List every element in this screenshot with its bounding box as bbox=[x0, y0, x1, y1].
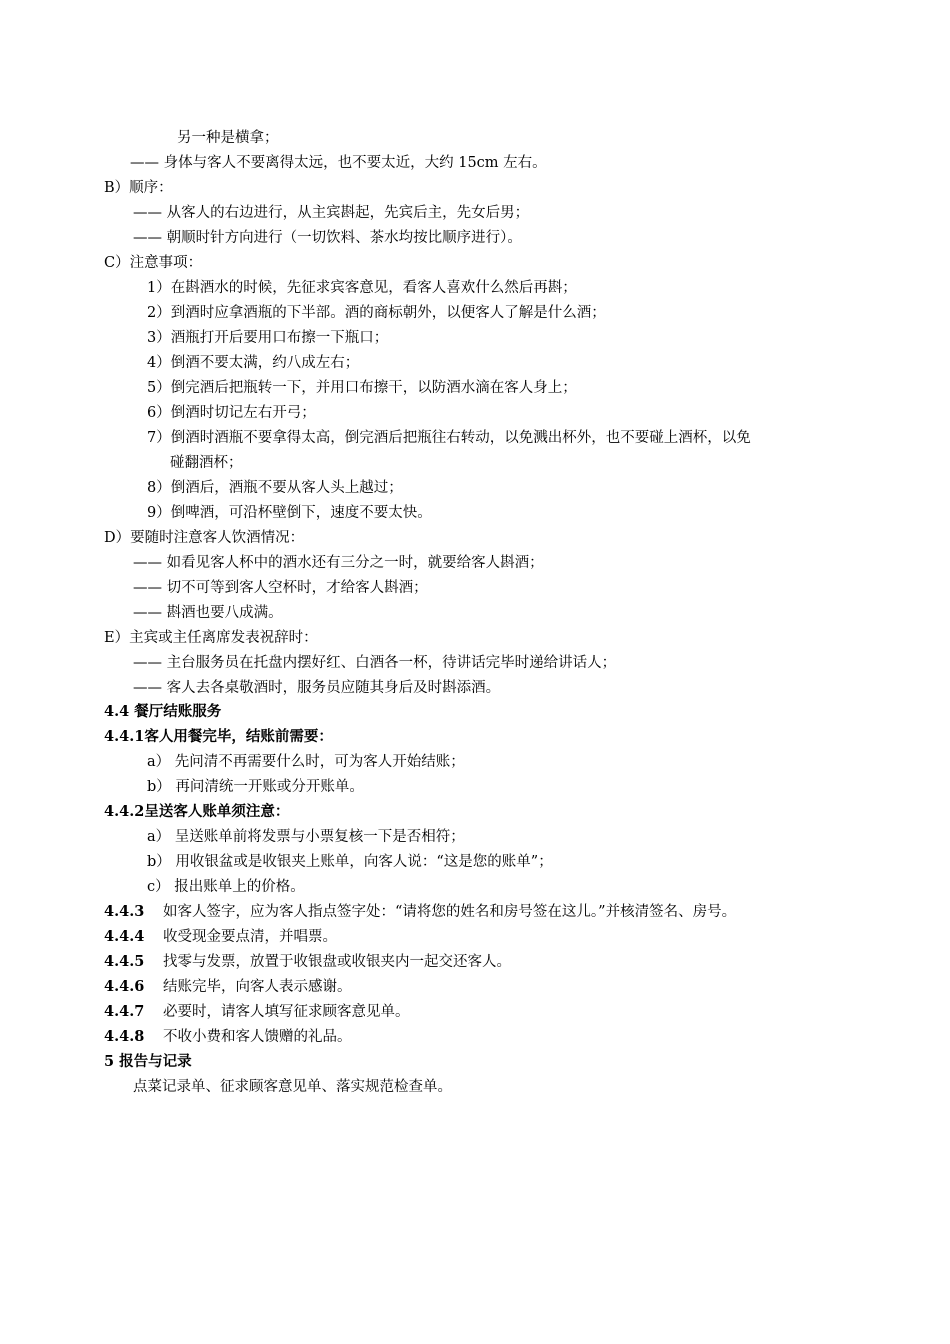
lettered-item: b） 再问清统一开账或分开账单。 bbox=[147, 779, 364, 795]
lettered-item: c） 报出账单上的价格。 bbox=[147, 879, 305, 895]
dash-item: —— 斟酒也要八成满。 bbox=[133, 605, 283, 621]
numbered-item: 8）倒酒后，酒瓶不要从客人头上越过； bbox=[147, 480, 403, 496]
numbered-item: 5）倒完酒后把瓶转一下，并用口布擦干，以防酒水滴在客人身上； bbox=[147, 380, 577, 396]
numbered-item-continuation: 碰翻酒杯； bbox=[170, 455, 243, 471]
section-heading-4-4: 4.4 餐厅结账服务 bbox=[104, 703, 222, 720]
text-line: 另一种是横拿； bbox=[177, 130, 279, 146]
section-text: 不收小费和客人馈赠的礼品。 bbox=[163, 1029, 352, 1045]
dash-item: —— 客人去各桌敬酒时，服务员应随其身后及时斟添酒。 bbox=[133, 680, 501, 696]
dash-item: —— 切不可等到客人空杯时，才给客人斟酒； bbox=[133, 580, 428, 596]
section-number: 4.4.7 bbox=[104, 1003, 145, 1020]
numbered-item: 3）酒瓶打开后要用口布擦一下瓶口； bbox=[147, 330, 389, 346]
subheading-e: E）主宾或主任离席发表祝辞时： bbox=[104, 630, 318, 646]
dash-item: —— 身体与客人不要离得太远，也不要太近，大约 15cm 左右。 bbox=[130, 155, 547, 171]
numbered-item: 6）倒酒时切记左右开弓； bbox=[147, 405, 316, 421]
lettered-item: b） 用收银盆或是收银夹上账单，向客人说：“这是您的账单”； bbox=[147, 854, 553, 870]
numbered-item: 4）倒酒不要太满，约八成左右； bbox=[147, 355, 360, 371]
section-number: 4.4.5 bbox=[104, 953, 145, 970]
subheading-b: B）顺序： bbox=[104, 180, 173, 196]
dash-item: —— 主台服务员在托盘内摆好红、白酒各一杯，待讲话完毕时递给讲话人； bbox=[133, 655, 617, 671]
section-heading-4-4-2: 4.4.2呈送客人账单须注意： bbox=[104, 803, 290, 820]
numbered-item: 9）倒啤酒，可沿杯壁倒下，速度不要太快。 bbox=[147, 505, 432, 521]
section-heading-4-4-1: 4.4.1客人用餐完毕，结账前需要： bbox=[104, 728, 333, 745]
dash-item: —— 从客人的右边进行，从主宾斟起，先宾后主，先女后男； bbox=[133, 205, 530, 221]
numbered-item: 2）到酒时应拿酒瓶的下半部。酒的商标朝外，以便客人了解是什么酒； bbox=[147, 305, 606, 321]
section-text: 收受现金要点清，并唱票。 bbox=[163, 929, 337, 945]
numbered-item: 7）倒酒时酒瓶不要拿得太高，倒完酒后把瓶往右转动，以免溅出杯外，也不要碰上酒杯，以免 bbox=[147, 430, 751, 446]
section-number: 4.4.8 bbox=[104, 1028, 145, 1045]
section-text: 结账完毕，向客人表示感谢。 bbox=[163, 979, 352, 995]
dash-item: —— 如看见客人杯中的酒水还有三分之一时，就要给客人斟酒； bbox=[133, 555, 544, 571]
section-text: 找零与发票，放置于收银盘或收银夹内一起交还客人。 bbox=[163, 954, 511, 970]
text-line: 点菜记录单、征求顾客意见单、落实规范检查单。 bbox=[133, 1079, 452, 1095]
section-text: 如客人签字，应为客人指点签字处：“请将您的姓名和房号签在这儿。”并核清签名、房号。 bbox=[163, 904, 737, 920]
subheading-d: D）要随时注意客人饮酒情况： bbox=[104, 530, 305, 546]
numbered-item: 1）在斟酒水的时候，先征求宾客意见，看客人喜欢什么然后再斟； bbox=[147, 280, 577, 296]
lettered-item: a） 先问清不再需要什么时，可为客人开始结账； bbox=[147, 754, 465, 770]
section-number: 4.4.3 bbox=[104, 903, 145, 920]
section-number: 4.4.4 bbox=[104, 928, 145, 945]
lettered-item: a） 呈送账单前将发票与小票复核一下是否相符； bbox=[147, 829, 465, 845]
section-number: 4.4.6 bbox=[104, 978, 145, 995]
dash-item: —— 朝顺时针方向进行（一切饮料、茶水均按比顺序进行）。 bbox=[133, 230, 522, 246]
section-text: 必要时，请客人填写征求顾客意见单。 bbox=[163, 1004, 410, 1020]
section-heading-5: 5 报告与记录 bbox=[104, 1053, 192, 1070]
subheading-c: C）注意事项： bbox=[104, 255, 203, 271]
